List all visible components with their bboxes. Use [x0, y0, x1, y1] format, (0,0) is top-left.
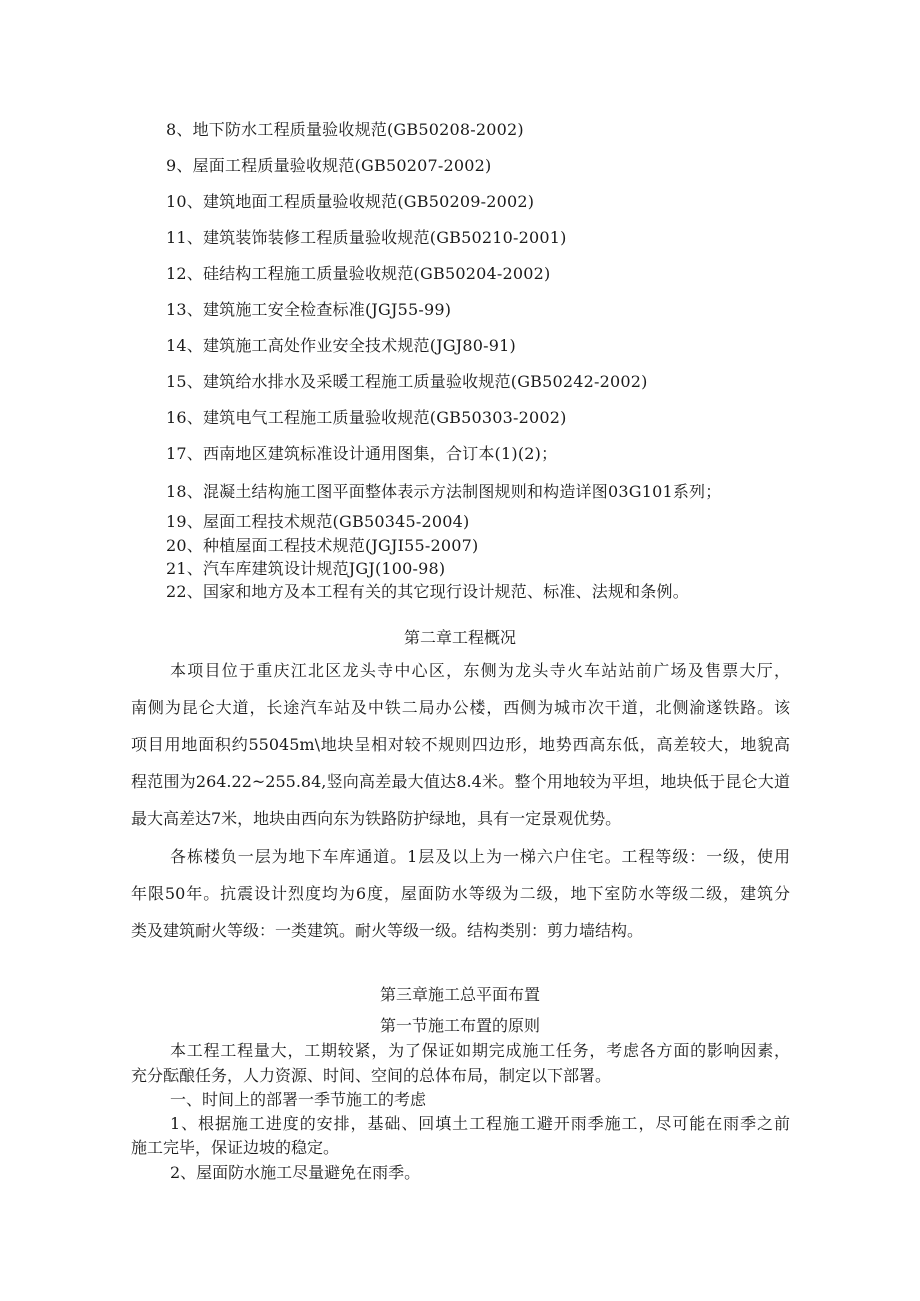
reference-item: 14、建筑施工高处作业安全技术规范(JGJ80-91): [166, 336, 516, 355]
paragraph-line: 充分酝酿任务，人力资源、时间、空间的总体布局，制定以下部署。: [131, 1066, 612, 1085]
paragraph-line: 南侧为昆仑大道，长途汽车站及中铁二局办公楼，西侧为城市次干道，北侧渝遂铁路。该: [131, 698, 790, 717]
item-1-title: 一、时间上的部署一季节施工的考虑: [170, 1090, 427, 1109]
reference-item: 19、屋面工程技术规范(GB50345-2004): [166, 512, 470, 531]
section-1-title: 第一节施工布置的原则: [379, 1016, 540, 1035]
paragraph-line: 1、根据施工进度的安排，基础、回填土工程施工避开雨季施工，尽可能在雨季之前: [170, 1114, 790, 1133]
reference-item: 17、西南地区建筑标准设计通用图集，合订本(1)(2)；: [166, 444, 558, 463]
paragraph-line: 项目用地面积约55045m\地块呈相对较不规则四边形，地势西高东低，高差较大，地貌高: [131, 735, 790, 754]
paragraph-line: 程范围为264.22~255.84,竖向高差最大值达8.4米。整个用地较为平坦，地块低于昆仑大道: [131, 772, 790, 791]
reference-item: 20、种植屋面工程技术规范(JGJI55-2007): [166, 536, 479, 555]
paragraph-line: 本项目位于重庆江北区龙头寺中心区，东侧为龙头寺火车站站前广场及售票大厅，: [170, 661, 790, 680]
reference-item: 9、屋面工程质量验收规范(GB50207-2002): [166, 156, 492, 175]
reference-item: 22、国家和地方及本工程有关的其它现行设计规范、标准、法规和条例。: [166, 582, 689, 601]
chapter-2-title: 第二章工程概况: [403, 628, 516, 647]
reference-item: 11、建筑装饰装修工程质量验收规范(GB50210-2001): [166, 228, 567, 247]
chapter-3-title: 第三章施工总平面布置: [379, 985, 540, 1004]
paragraph-line: 类及建筑耐火等级：一类建筑。耐火等级一级。结构类别：剪力墙结构。: [131, 921, 644, 940]
reference-item: 13、建筑施工安全检查标准(JGJ55-99): [166, 300, 452, 319]
reference-item: 8、地下防水工程质量验收规范(GB50208-2002): [166, 120, 524, 139]
paragraph-line: 年限50年。抗震设计烈度均为6度，屋面防水等级为二级，地下室防水等级二级，建筑分: [131, 884, 790, 903]
reference-item: 10、建筑地面工程质量验收规范(GB50209-2002): [166, 192, 535, 211]
paragraph-line: 本工程工程量大，工期较紧，为了保证如期完成施工任务，考虑各方面的影响因素，: [170, 1041, 790, 1060]
reference-item: 15、建筑给水排水及采暖工程施工质量验收规范(GB50242-2002): [166, 372, 648, 391]
reference-item: 16、建筑电气工程施工质量验收规范(GB50303-2002): [166, 408, 567, 427]
reference-item: 21、汽车库建筑设计规范JGJ(100-98): [166, 559, 446, 578]
item-1-2: 2、屋面防水施工尽量避免在雨季。: [170, 1163, 421, 1182]
reference-item: 18、混凝土结构施工图平面整体表示方法制图规则和构造详图03G101系列；: [166, 482, 722, 501]
paragraph-line: 施工完毕，保证边坡的稳定。: [131, 1138, 340, 1157]
reference-item: 12、硅结构工程施工质量验收规范(GB50204-2002): [166, 264, 551, 283]
paragraph-line: 各栋楼负一层为地下车库通道。1层及以上为一梯六户住宅。工程等级：一级，使用: [170, 847, 790, 866]
paragraph-line: 最大高差达7米，地块由西向东为铁路防护绿地，具有一定景观优势。: [131, 809, 622, 828]
